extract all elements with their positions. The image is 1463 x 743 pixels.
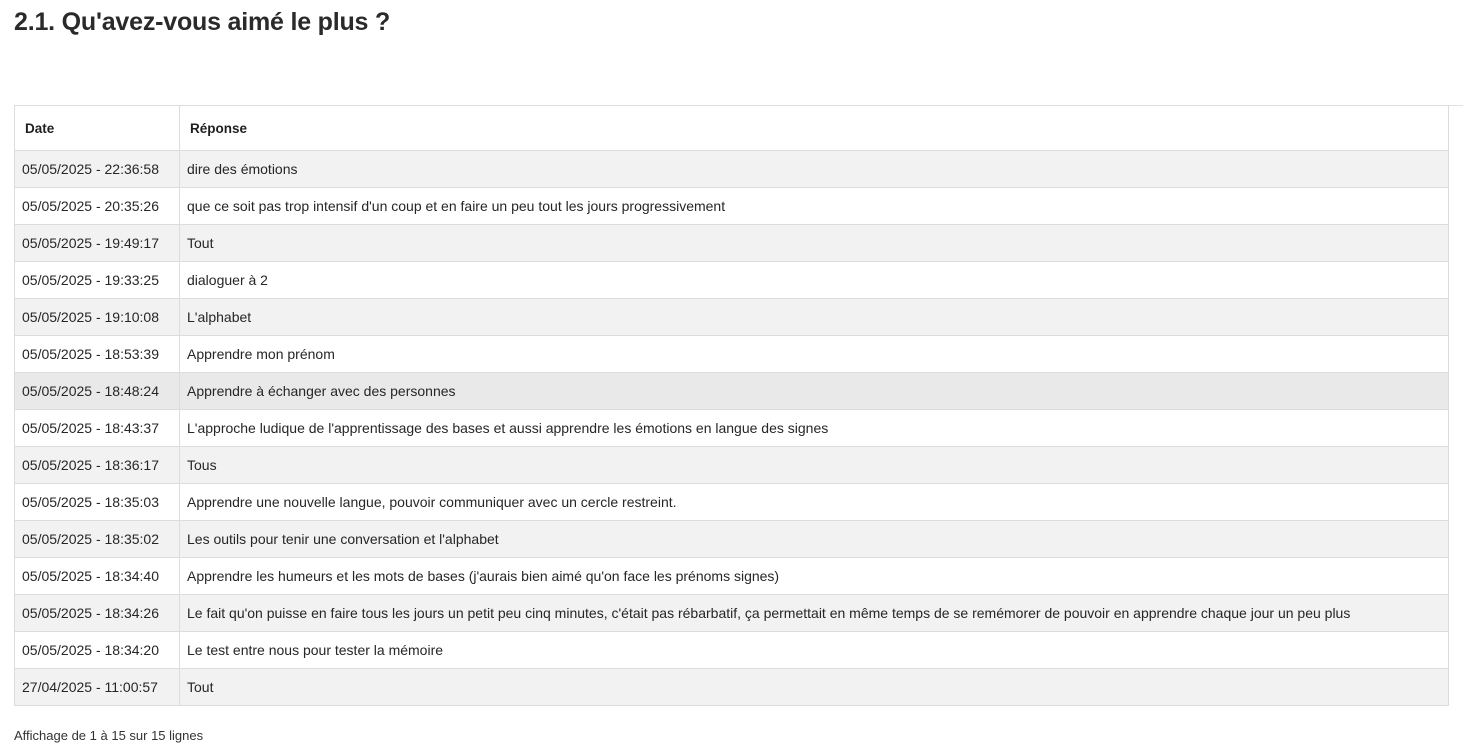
table-row xyxy=(15,410,1449,447)
response-cell: Le fait qu'on puisse en faire tous les jours un petit peu cinq minutes, c'était pas rébarbatif, ça permettait en même temps de se remémorer de pouvoir en apprendre chaque jour un peu plus xyxy=(180,595,1449,632)
table-row xyxy=(15,447,1449,484)
table-row xyxy=(15,373,1449,410)
date-cell: 05/05/2025 - 18:53:39 xyxy=(15,336,180,373)
page-title: 2.1. Qu'avez-vous aimé le plus ? xyxy=(14,8,391,36)
response-cell: Tous xyxy=(180,447,1449,484)
response-cell: L'alphabet xyxy=(180,299,1449,336)
date-cell: 27/04/2025 - 11:00:57 xyxy=(15,669,180,706)
response-cell: L'approche ludique de l'apprentissage des bases et aussi apprendre les émotions en langue des signes xyxy=(180,410,1449,447)
table-scroll-edge xyxy=(1449,105,1463,106)
date-cell: 05/05/2025 - 19:10:08 xyxy=(15,299,180,336)
table-row xyxy=(15,225,1449,262)
response-cell: Apprendre une nouvelle langue, pouvoir communiquer avec un cercle restreint. xyxy=(180,484,1449,521)
response-cell: Tout xyxy=(180,225,1449,262)
date-cell: 05/05/2025 - 19:49:17 xyxy=(15,225,180,262)
response-cell: Apprendre mon prénom xyxy=(180,336,1449,373)
date-cell: 05/05/2025 - 18:34:20 xyxy=(15,632,180,669)
table-row xyxy=(15,188,1449,225)
table-row xyxy=(15,336,1449,373)
table-row xyxy=(15,558,1449,595)
table-row xyxy=(15,484,1449,521)
table-header-row xyxy=(15,106,1449,151)
table-header xyxy=(15,106,1449,151)
date-cell: 05/05/2025 - 18:35:02 xyxy=(15,521,180,558)
date-cell: 05/05/2025 - 18:36:17 xyxy=(15,447,180,484)
response-cell: dialoguer à 2 xyxy=(180,262,1449,299)
date-cell: 05/05/2025 - 22:36:58 xyxy=(15,151,180,188)
column-header-response[interactable]: Réponse xyxy=(180,106,1449,151)
table-row xyxy=(15,669,1449,706)
date-cell: 05/05/2025 - 18:43:37 xyxy=(15,410,180,447)
pagination-info: Affichage de 1 à 15 sur 15 lignes xyxy=(14,728,204,743)
table-row xyxy=(15,521,1449,558)
table-row xyxy=(15,262,1449,299)
date-cell: 05/05/2025 - 18:34:40 xyxy=(15,558,180,595)
date-cell: 05/05/2025 - 18:48:24 xyxy=(15,373,180,410)
response-cell: Tout xyxy=(180,669,1449,706)
table-body xyxy=(15,151,1449,706)
table-row xyxy=(15,632,1449,669)
response-cell: Le test entre nous pour tester la mémoire xyxy=(180,632,1449,669)
response-cell: Apprendre à échanger avec des personnes xyxy=(180,373,1449,410)
date-cell: 05/05/2025 - 18:34:26 xyxy=(15,595,180,632)
date-cell: 05/05/2025 - 18:35:03 xyxy=(15,484,180,521)
responses-table xyxy=(14,105,1449,706)
response-cell: Les outils pour tenir une conversation et l'alphabet xyxy=(180,521,1449,558)
table-row xyxy=(15,299,1449,336)
table-row xyxy=(15,151,1449,188)
column-header-date[interactable]: Date xyxy=(15,106,180,151)
date-cell: 05/05/2025 - 19:33:25 xyxy=(15,262,180,299)
response-cell: que ce soit pas trop intensif d'un coup et en faire un peu tout les jours progressivement xyxy=(180,188,1449,225)
responses-table-container xyxy=(14,105,1449,706)
table-row xyxy=(15,595,1449,632)
response-cell: Apprendre les humeurs et les mots de bases (j'aurais bien aimé qu'on face les prénoms signes) xyxy=(180,558,1449,595)
response-cell: dire des émotions xyxy=(180,151,1449,188)
date-cell: 05/05/2025 - 20:35:26 xyxy=(15,188,180,225)
